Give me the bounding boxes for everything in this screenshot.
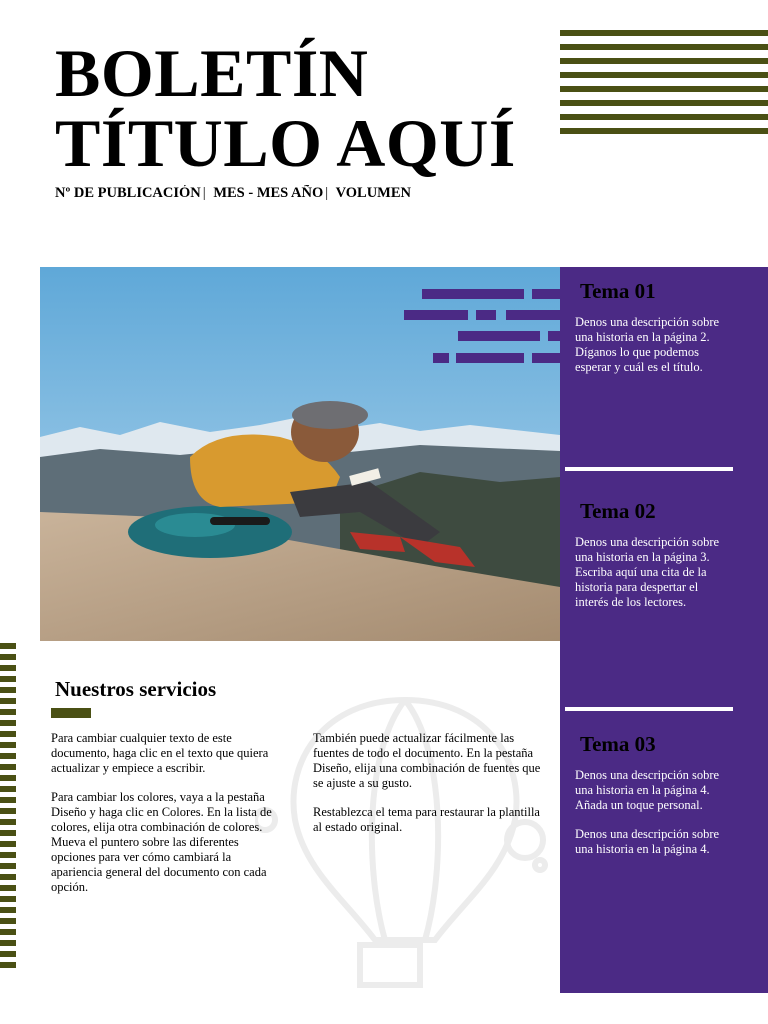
topic-divider <box>565 467 733 471</box>
services-paragraph-4: Restablezca el tema para restaurar la plantilla al estado original. <box>313 805 540 834</box>
title-line-2: TÍTULO AQUÍ <box>55 105 516 181</box>
separator: | <box>325 185 329 201</box>
topic-3-title: Tema 03 <box>580 732 656 756</box>
services-paragraph-2: Para cambiar los colores, vaya a la pestaña Diseño y haga clic en Colores. En la lista de colores, elija otra combinación de colores. Mueva el puntero sobre las diferentes opciones para ver cómo cambiará la apariencia general del documento con cada opción. <box>51 790 272 894</box>
topic-1-description <box>575 315 725 389</box>
newsletter-title <box>55 35 516 181</box>
services-paragraph-1: Para cambiar cualquier texto de este documento, haga clic en el texto que quiera actualizar y empiece a escribir. <box>51 731 269 775</box>
topic-2-description <box>575 535 725 624</box>
separator: | <box>202 185 206 201</box>
topic-1-paragraph: Denos una descripción sobre una historia en la página 2. Díganos lo que podemos esperar y cuál es el título. <box>575 315 720 374</box>
services-paragraph-3: También puede actualizar fácilmente las fuentes de todo el documento. En la pestaña Diseño, elija una combinación de fuentes que se ajuste a su gusto. <box>313 731 541 790</box>
topics-sidebar <box>560 267 768 993</box>
topic-divider <box>565 707 733 711</box>
publication-number: Nº DE PUBLICACIÓN <box>55 185 201 201</box>
topic-3-paragraph-2: Denos una descripción sobre una historia en la página 4. <box>575 827 720 856</box>
services-underline <box>51 708 91 718</box>
publication-months: MES - MES AÑO <box>213 185 324 201</box>
services-column-1 <box>51 731 283 909</box>
publication-volume: VOLUMEN <box>335 185 411 201</box>
topic-2-title: Tema 02 <box>580 499 656 523</box>
topic-3-description <box>575 768 725 871</box>
topic-1-title: Tema 01 <box>580 279 656 303</box>
topic-3-paragraph-1: Denos una descripción sobre una historia en la página 4. Añada un toque personal. <box>575 768 720 812</box>
topic-2-paragraph: Denos una descripción sobre una historia en la página 3. Escriba aquí una cita de la historia para despertar el interés de los lectores. <box>575 535 720 609</box>
services-column-2 <box>313 731 545 849</box>
title-line-1: BOLETÍN <box>55 35 369 111</box>
services-heading: Nuestros servicios <box>55 677 217 701</box>
decorative-stripes-top <box>560 30 768 142</box>
publication-line <box>55 185 430 202</box>
decorative-stripes-left <box>0 643 16 973</box>
hero-image <box>40 267 560 641</box>
